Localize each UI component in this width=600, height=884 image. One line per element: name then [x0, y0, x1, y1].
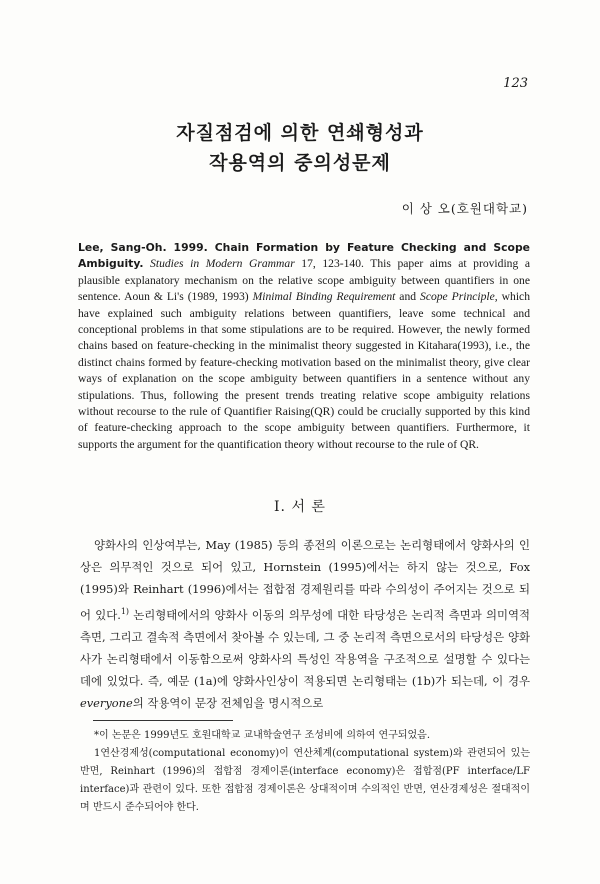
body-part-3: 의 작용역이 문장 전체임을 명시적으로 [132, 696, 324, 711]
footnote-ref-1: 1) [120, 606, 130, 616]
volume-pages: 17, 123-140. [294, 257, 364, 271]
paper-title [0, 118, 600, 178]
abstract [78, 240, 530, 453]
abstract-italic-1: Minimal Binding Requirement [252, 290, 396, 304]
author-affiliation: 이 상 오(호원대학교) [401, 201, 528, 216]
section-heading: I. 서 론 [274, 499, 326, 515]
footnote-star: *이 논문은 1999년도 호원대학교 교내학술연구 조성비에 의하여 연구되었음. [94, 730, 431, 741]
abstract-italic-2: Scope Principle, [420, 290, 498, 304]
page-number: 123 [503, 76, 528, 91]
footnote-divider [93, 720, 233, 721]
footnote-1: 1연산경제성(computational economy)이 연산체계(computational system)와 관련되어 있는 반면, Reinhart (1996)의 접합점 경제이론(interface economy)은 접합점(PF interface/LF interface)과 관련이 있다. 또한 접합점 경제이론은 상대적이며 수의적인 반면, 연산경제성은 절대적이며 반드시 준수되어야 한다. [80, 748, 530, 813]
footnotes [80, 727, 530, 817]
body-part-2: 논리형태에서의 양화사 이동의 의무성에 대한 타당성은 논리적 측면과 의미역적 측면, 그리고 결속적 측면에서 찾아볼 수 있는데, 그 중 논리적 측면으로서의 타당성은 양화사가 논리형태에서 이동함으로써 양화사의 특성인 작용역을 구조적으로 설명할 수 있다는 데에 있었다. 즉, 예문 (1a)에 양화사인상이 적용되면 논리형태는 (1b)가 되는데, 이 경우 [80, 607, 530, 689]
journal-name: Studies in Modern Grammar [150, 257, 295, 271]
title-line-1: 자질점검에 의한 연쇄형성과 [176, 122, 424, 144]
citation-head: Lee, Sang-Oh. 1999. Chain Formation by Feature Checking and Scope Ambiguity. [78, 241, 530, 271]
body-paragraph [80, 534, 530, 714]
title-line-2: 작용역의 중의성문제 [209, 152, 391, 174]
body-italic-word: everyone [80, 696, 133, 711]
body-part-1: 양화사의 인상여부는, May (1985) 등의 종전의 이론으로는 논리형태에서 양화사의 인상은 의무적인 것으로 되어 있고, Hornstein (1995)에서는 하지 않는 것으로, Fox (1995)와 Reinhart (1996)에서는 접합점 경제원리를 따라 수의성이 주어지는 것으로 되어 있다. [80, 538, 530, 622]
abstract-and: and [395, 290, 421, 304]
abstract-text-2: which have explained such ambiguity relations between quantifiers, leave some technical and conceptional problems in that some stipulations are to be required. However, the newly formed chains based on feature-checking in the minimalist theory suggested in Kitahara(1993), i.e., the distinct chains formed by feature-checking motivation based on the minimalist theory, give clear ways of explanation on the scope ambiguity between quantifiers in a sentence without any stipulations. Thus, following the present trends treating relative scope ambiguity relations without recourse to the rule of Quantifier Raising(QR) could be crucially supported by this kind of feature-checking approach to the scope ambiguity between quantifiers. Furthermore, it supports the argument for the quantification theory without recourse to the rule of QR. [78, 290, 530, 451]
abstract-text-1: This paper aims at providing a plausible explanatory mechanism on the relative scope ambiguity between quantifiers in one sentence. Aoun & Li's (1989, 1993) [78, 257, 530, 304]
